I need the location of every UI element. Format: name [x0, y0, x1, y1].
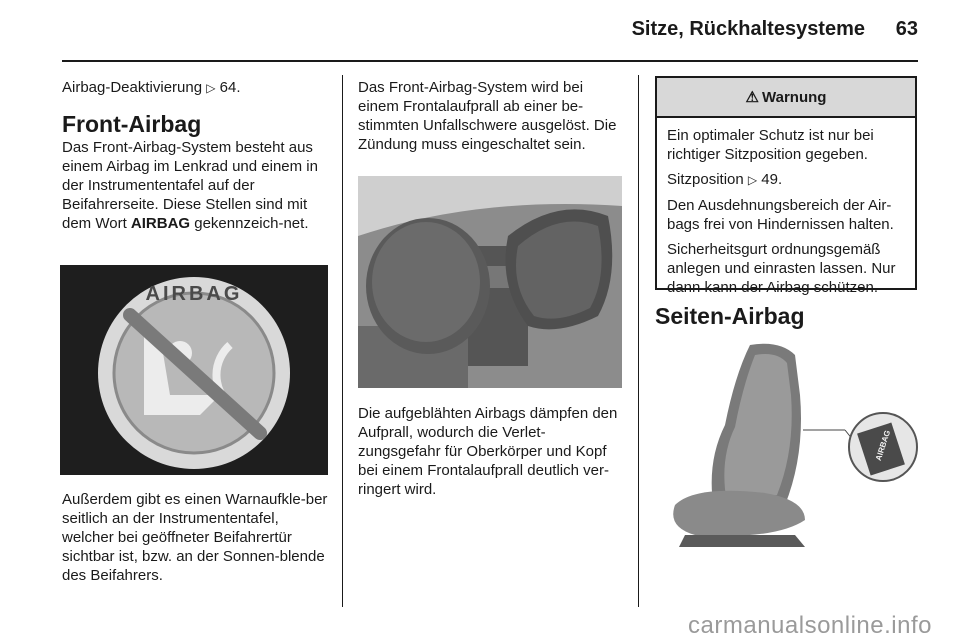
- cross-reference-text: Airbag-Deaktivierung: [62, 79, 203, 96]
- figure-inflated-front-airbags: [358, 176, 622, 388]
- page-reference-arrow-icon: ▷: [206, 81, 216, 95]
- column-divider-1: [342, 75, 343, 607]
- warning-text-4: Sicherheitsgurt ordnungsgemäß anlegen und einrasten lassen. Nur dann kann der Airbag schützen.: [667, 241, 896, 296]
- warning-text-1: Ein optimaler Schutz ist nur bei richtiger Sitzposition gegeben.: [667, 127, 874, 163]
- cross-reference-page: 64.: [219, 79, 241, 96]
- section-heading-side-airbag: Seiten-Airbag: [655, 303, 805, 329]
- figure-side-airbag-seat: [655, 335, 919, 547]
- airbag-keyword: AIRBAG: [130, 215, 191, 232]
- warning-box: [655, 76, 917, 296]
- airbag-sticker-label: AIRBAG: [145, 283, 243, 305]
- warning-triangle-icon: ⚠: [745, 89, 759, 106]
- header-rule: [62, 60, 918, 62]
- watermark: carmanualsonline.info: [688, 612, 932, 639]
- warning-header: [657, 78, 915, 118]
- paragraph-front-airbag: Das Front-Airbag-System besteht aus einem Airbag im Lenkrad und einem in der Instrumententafel auf der Beifahrerseite. Diese Stellen sind mit dem Wort AIRBAG gekennzeich-net.: [62, 139, 318, 232]
- paragraph-warning-sticker: Außerdem gibt es einen Warnaufkle-ber seitlich an der Instrumententafel, welcher bei geöffneter Beifahrertür sichtbar ist, bzw. an der Sonnen-blende des Beifahrers.: [62, 491, 328, 584]
- cross-reference[interactable]: [62, 78, 328, 98]
- column-1: [62, 78, 328, 233]
- figure-airbag-warning-sticker: [60, 265, 328, 475]
- warning-text-3: Den Ausdehnungsbereich der Air-bags frei von Hindernissen halten.: [667, 197, 894, 233]
- paragraph-deployment: Das Front-Airbag-System wird bei einem Frontalaufprall ab einer be-stimmten Unfallschwere ausgelöst. Die Zündung muss eingeschaltet sein.: [358, 79, 617, 153]
- warning-cross-reference[interactable]: Sitzposition ▷ 49.: [667, 171, 783, 188]
- column-divider-2: [638, 75, 639, 607]
- warning-title: Warnung: [762, 88, 827, 106]
- page-reference-arrow-icon: ▷: [747, 173, 758, 187]
- page-number: 63: [895, 18, 918, 40]
- paragraph-inflated-airbags: Die aufgeblähten Airbags dämpfen den Aufprall, wodurch die Verlet-zungsgefahr für Oberkörper und Kopf bei einem Frontalaufprall deutlich ver-ringert wird.: [358, 405, 618, 498]
- page-header-title: Sitze, Rückhaltesysteme: [631, 18, 865, 40]
- section-heading-front-airbag: Front-Airbag: [62, 111, 202, 137]
- airbag-tag-label: AIRBAG: [873, 429, 893, 462]
- warning-body: [657, 118, 915, 311]
